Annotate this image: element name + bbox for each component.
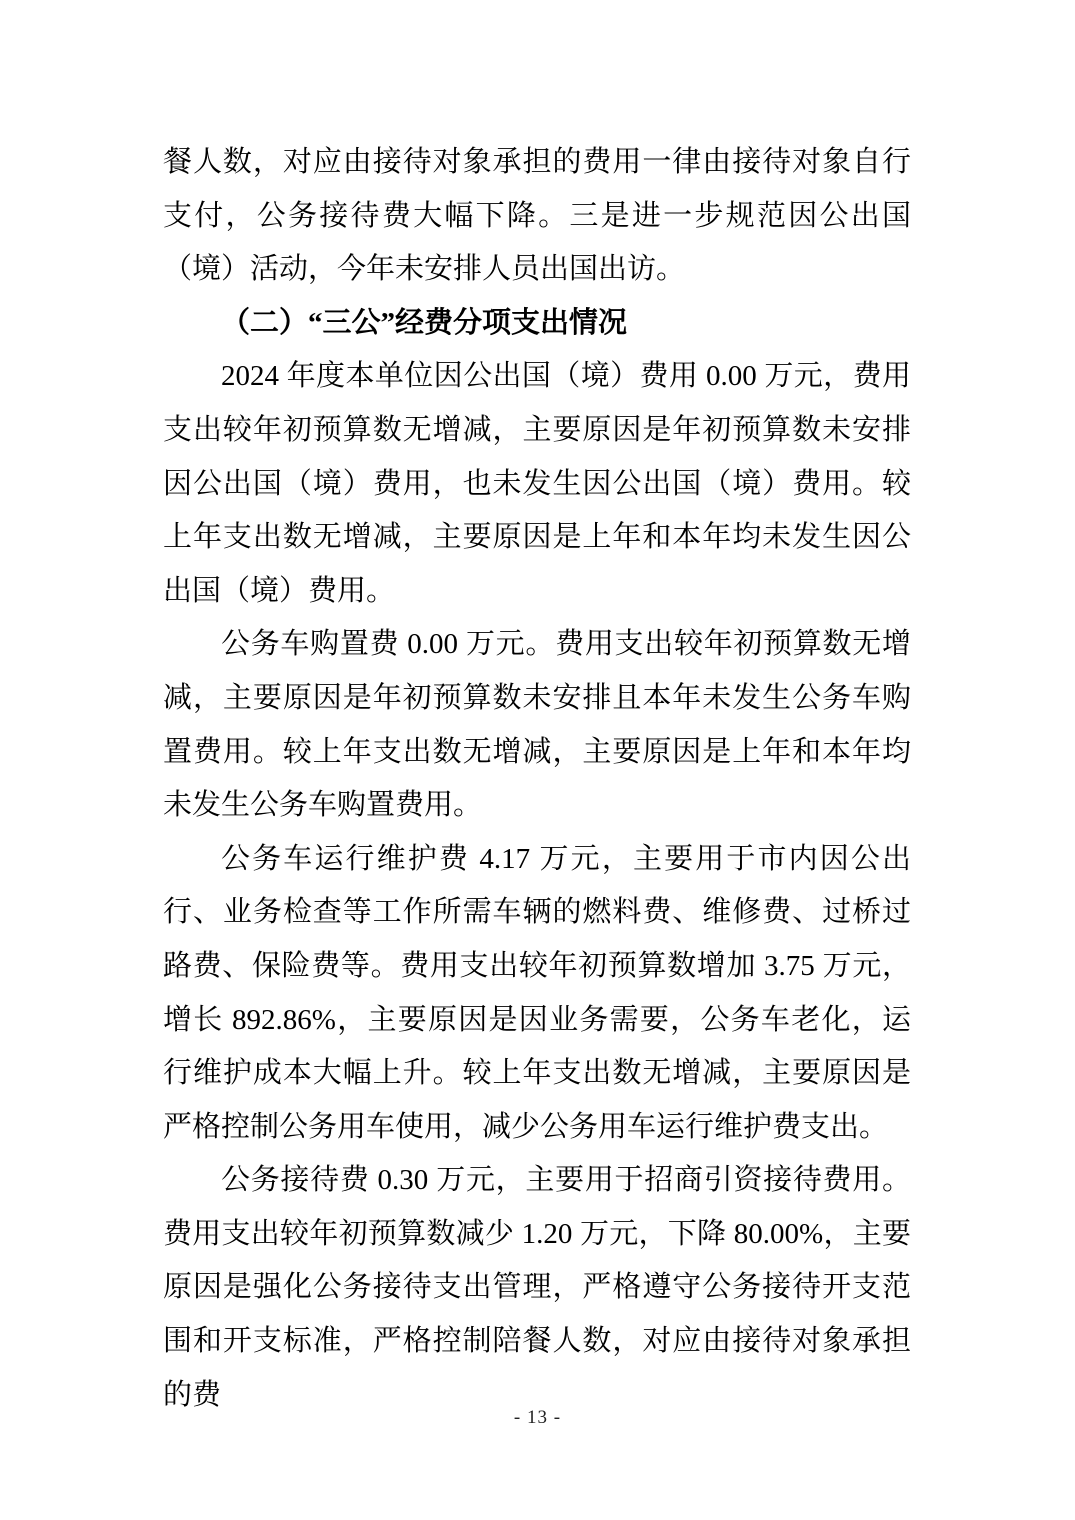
paragraph-vehicle-purchase-expense: 公务车购置费 0.00 万元。费用支出较年初预算数无增减，主要原因是年初预算数未安排且本年未发生公务车购置费用。较上年支出数无增减，主要原因是上年和本年均未发生公务车购置费用。 [163, 628, 911, 822]
paragraph-official-reception-expense: 公务接待费 0.30 万元，主要用于招商引资接待费用。费用支出较年初预算数减少 1.20 万元，下降 80.00%，主要原因是强化公务接待支出管理，严格遵守公务接待开支范围和开支标准，严格控制陪餐人数，对应由接待对象承担的费 [163, 1164, 911, 1411]
paragraph-abroad-expense: 2024 年度本单位因公出国（境）费用 0.00 万元，费用支出较年初预算数无增减，主要原因是年初预算数未安排因公出国（境）费用，也未发生因公出国（境）费用。较上年支出数无增减，主要原因是上年和本年均未发生因公出国（境）费用。 [163, 360, 911, 607]
paragraph-vehicle-maintenance-expense: 公务车运行维护费 4.17 万元，主要用于市内因公出行、业务检查等工作所需车辆的燃料费、维修费、过桥过路费、保险费等。费用支出较年初预算数增加 3.75 万元，增长 892.86%，主要原因是因业务需要，公务车老化，运行维护成本大幅上升。较上年支出数无增减，主要原因是严格控制公务用车使用，减少公务用车运行维护费支出。 [163, 842, 911, 1143]
page-number: - 13 - [513, 1407, 562, 1428]
paragraph-reception-continuation: 餐人数，对应由接待对象承担的费用一律由接待对象自行支付，公务接待费大幅下降。三是进一步规范因公出国（境）活动，今年未安排人员出国出访。 [163, 146, 911, 286]
section-heading-three-public-expenses: （二）“三公”经费分项支出情况 [221, 306, 628, 339]
document-body [163, 136, 911, 1422]
